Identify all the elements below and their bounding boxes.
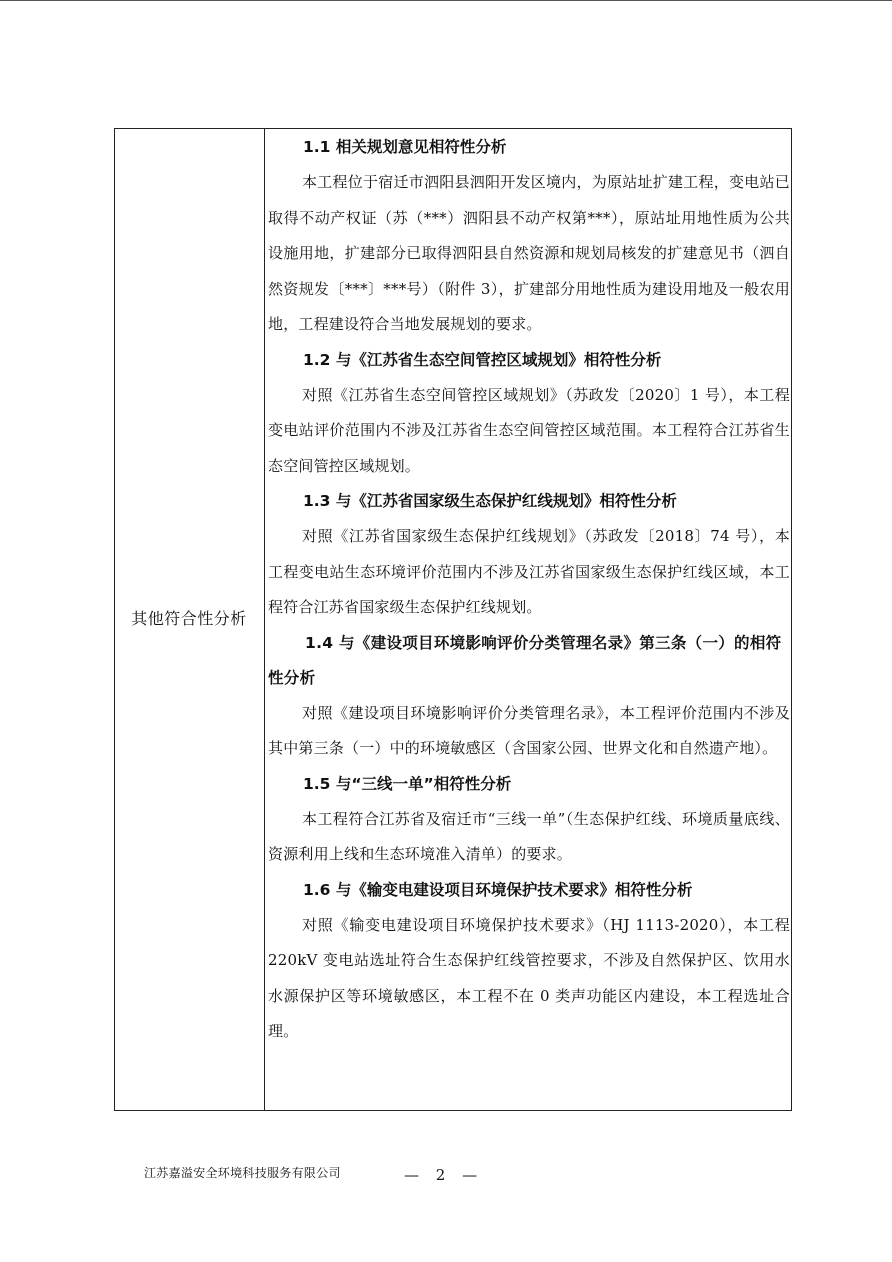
section-1-1 bbox=[268, 130, 790, 343]
section-body: 对照《输变电建设项目环境保护技术要求》（HJ 1113-2020），本工程 220kV 变电站选址符合生态保护红线管控要求，不涉及自然保护区、饮用水水源保护区等环境敏感区，本工程不在 0 类声功能区内建设，本工程选址合理。 bbox=[268, 915, 790, 1040]
section-1-6 bbox=[268, 873, 790, 1050]
row-label: 其他符合性分析 bbox=[131, 609, 247, 628]
section-heading: 1.4 与《建设项目环境影响评价分类管理名录》第三条（一）的相符性分析 bbox=[268, 633, 782, 687]
section-body: 对照《江苏省生态空间管控区域规划》（苏政发〔2020〕1 号），本工程变电站评价范围内不涉及江苏省生态空间管控区域范围。本工程符合江苏省生态空间管控区域规划。 bbox=[268, 385, 790, 475]
section-body: 对照《江苏省国家级生态保护红线规划》（苏政发〔2018〕74 号），本工程变电站生态环境评价范围内不涉及江苏省国家级生态保护红线区域，本工程符合江苏省国家级生态保护红线规划。 bbox=[268, 527, 790, 616]
section-heading: 1.1 相关规划意见相符性分析 bbox=[303, 138, 507, 156]
footer-company-name: 江苏嘉溢安全环境科技服务有限公司 bbox=[144, 1166, 341, 1180]
section-heading: 1.5 与“三线一单”相符性分析 bbox=[303, 774, 512, 793]
table-column-divider bbox=[264, 128, 265, 1111]
section-1-2 bbox=[268, 343, 790, 485]
section-body: 本工程符合江苏省及宿迁市“三线一单”（生态保护红线、环境质量底线、资源利用上线和生态环境准入清单）的要求。 bbox=[268, 809, 790, 863]
page-number: — 2 — bbox=[404, 1166, 484, 1184]
section-1-3 bbox=[268, 484, 790, 626]
page-top-rule bbox=[0, 0, 892, 1]
section-heading: 1.3 与《江苏省国家级生态保护红线规划》相符性分析 bbox=[303, 492, 677, 510]
section-body: 本工程位于宿迁市泗阳县泗阳开发区境内，为原站址扩建工程，变电站已取得不动产权证（苏（***）泗阳县不动产权第***），原站址用地性质为公共设施用地，扩建部分已取得泗阳县自然资源和规划局核发的扩建意见书（泗自然资规发〔***〕***号）（附件 3），扩建部分用地性质为建设用地及一般农用地，工程建设符合当地发展规划的要求。 bbox=[268, 173, 790, 333]
section-heading: 1.2 与《江苏省生态空间管控区域规划》相符性分析 bbox=[303, 350, 662, 369]
section-1-5 bbox=[268, 767, 790, 873]
section-heading: 1.6 与《输变电建设项目环境保护技术要求》相符性分析 bbox=[303, 880, 693, 899]
section-1-4 bbox=[268, 626, 790, 767]
section-body: 对照《建设项目环境影响评价分类管理名录》，本工程评价范围内不涉及其中第三条（一）中的环境敏感区（含国家公园、世界文化和自然遗产地）。 bbox=[268, 703, 790, 757]
table-content-cell bbox=[268, 130, 790, 1050]
